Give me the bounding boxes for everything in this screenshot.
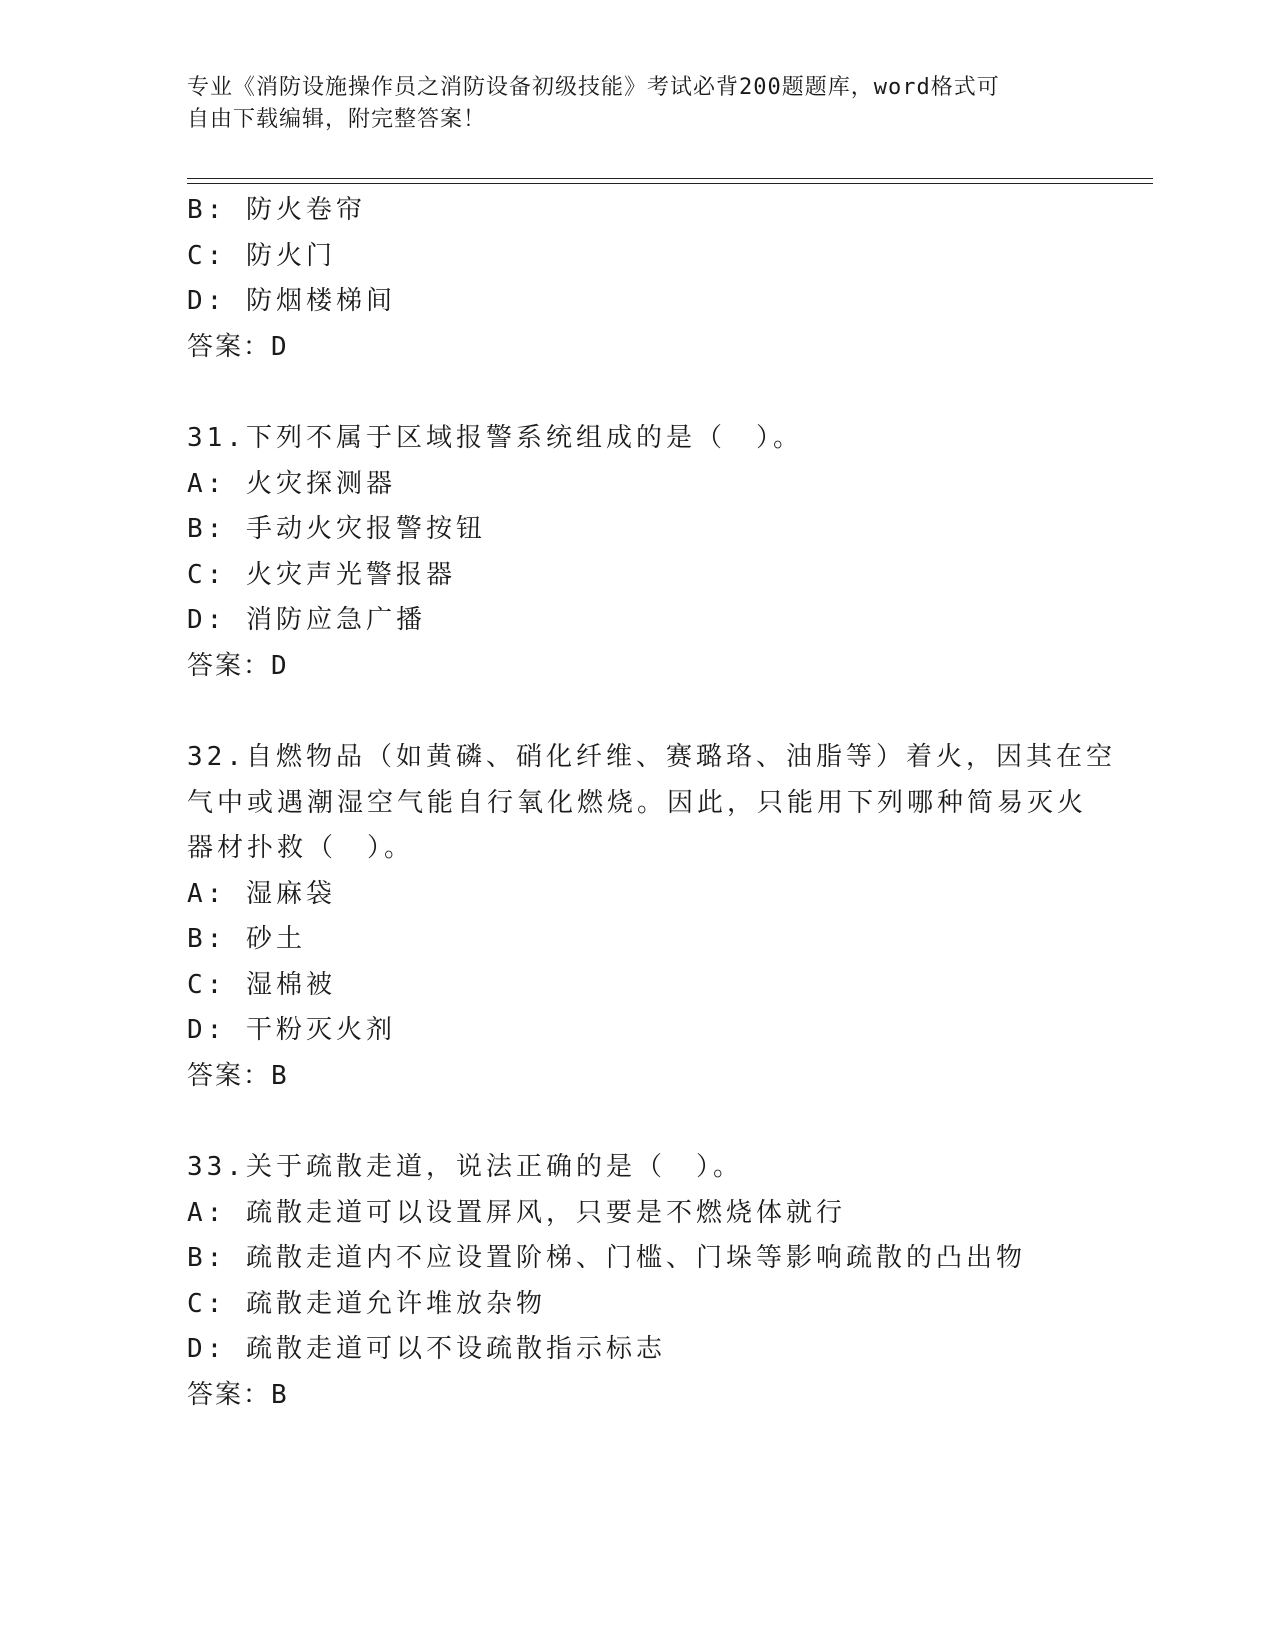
option-a: A: 火灾探测器 <box>187 468 396 499</box>
option-d: D: 防烟楼梯间 <box>187 286 396 316</box>
option-c: C: 湿棉被 <box>187 969 336 1000</box>
question-31 <box>187 416 1087 689</box>
page-header <box>187 72 1067 136</box>
spacer <box>187 1099 1087 1145</box>
carryover-question <box>187 188 1087 370</box>
spacer <box>187 370 1087 416</box>
document-body <box>187 188 1116 1418</box>
option-b: B: 砂土 <box>187 924 306 954</box>
question-stem-line-2: 气中或遇潮湿空气能自行氧化燃烧。因此，只能用下列哪种简易灭火 <box>187 787 1088 818</box>
question-33 <box>187 1145 1087 1418</box>
answer-line: 答案：D <box>187 331 289 362</box>
option-d: D: 干粉灭火剂 <box>187 1015 396 1045</box>
header-divider <box>187 178 1153 184</box>
question-32 <box>187 735 1116 1099</box>
option-a: A: 疏散走道可以设置屏风，只要是不燃烧体就行 <box>187 1197 846 1228</box>
answer-line: 答案：B <box>187 1379 289 1410</box>
header-line-2: 自由下载编辑，附完整答案！ <box>187 107 487 132</box>
header-line-1: 专业《消防设施操作员之消防设备初级技能》考试必背200题题库，word格式可 <box>187 75 1000 100</box>
option-c: C: 防火门 <box>187 240 336 271</box>
spacer <box>187 689 1087 735</box>
option-d: D: 疏散走道可以不设疏散指示标志 <box>187 1334 666 1364</box>
option-d: D: 消防应急广播 <box>187 605 426 635</box>
answer-line: 答案：D <box>187 650 289 681</box>
question-stem-line-3: 器材扑救（ ）。 <box>187 833 415 863</box>
option-b: B: 疏散走道内不应设置阶梯、门槛、门垛等影响疏散的凸出物 <box>187 1243 1026 1273</box>
question-stem: 31.下列不属于区域报警系统组成的是（ ）。 <box>187 423 803 453</box>
option-c: C: 疏散走道允许堆放杂物 <box>187 1288 546 1319</box>
question-stem: 33.关于疏散走道，说法正确的是（ ）。 <box>187 1152 743 1182</box>
question-stem-line-1: 32.自燃物品（如黄磷、硝化纤维、赛璐珞、油脂等）着火，因其在空 <box>187 742 1116 772</box>
option-b: B: 手动火灾报警按钮 <box>187 514 486 544</box>
answer-line: 答案：B <box>187 1060 289 1091</box>
option-a: A: 湿麻袋 <box>187 878 336 909</box>
option-b: B: 防火卷帘 <box>187 195 366 225</box>
option-c: C: 火灾声光警报器 <box>187 559 456 590</box>
